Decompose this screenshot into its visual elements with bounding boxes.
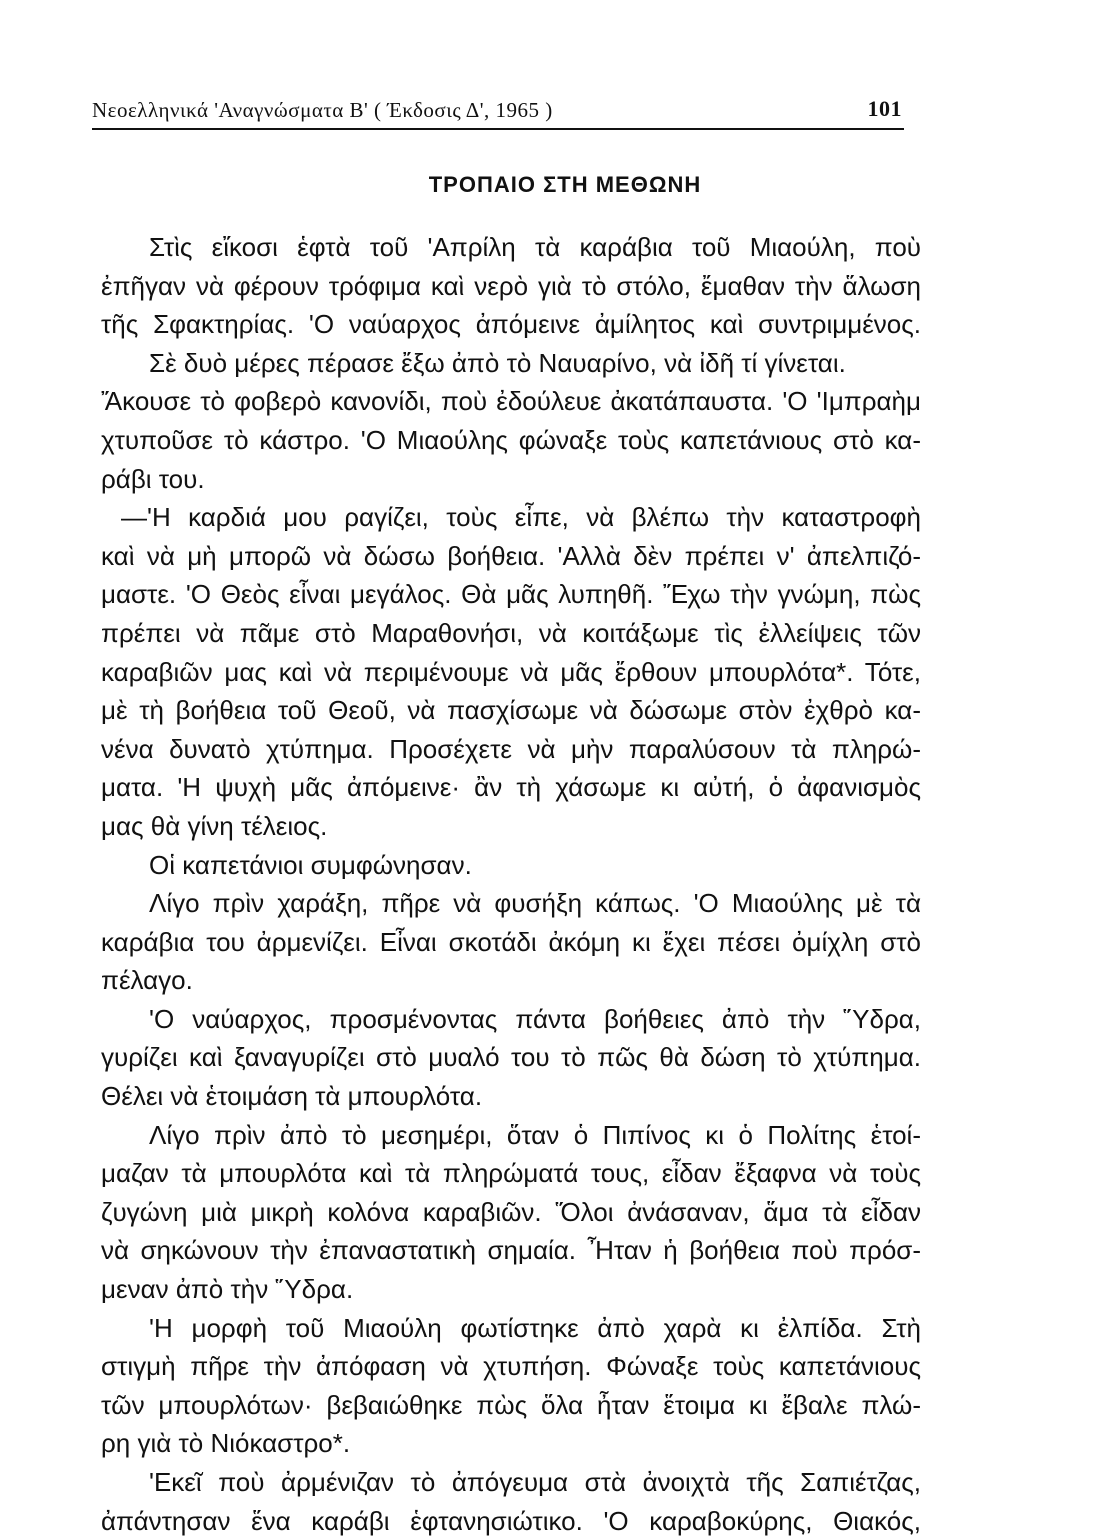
text-line: καραβιῶν μας καὶ νὰ περιμένουμε νὰ μᾶς ἔρθουν μπουρλότα*. Τότε,: [101, 656, 921, 687]
text-line: Ἄκουσε τὸ φοβερὸ κανονίδι, ποὺ ἐδούλευε ἀκατάπαυστα. 'Ο 'Ιμπραὴμ: [101, 386, 921, 417]
text-line: μαζαν τὰ μπουρλότα καὶ τὰ πληρώματά τους, εἶδαν ἔξαφνα νὰ τοὺς: [101, 1158, 921, 1189]
page-number: 101: [867, 96, 902, 121]
text-line: μεναν ἀπὸ τὴν Ὕδρα.: [101, 1274, 354, 1305]
header-rule: [92, 128, 904, 130]
text-line: ράβι του.: [101, 463, 205, 494]
text-line: ἐπῆγαν νὰ φέρουν τρόφιμα καὶ νερὸ γιὰ τὸ στόλο, ἔμαθαν τὴν ἅλωση: [101, 270, 921, 301]
text-line: καὶ νὰ μὴ μπορῶ νὰ δώσω βοήθεια. 'Αλλὰ δὲν πρέπει ν' ἀπελπιζό-: [101, 540, 921, 571]
text-line: νὰ σηκώνουν τὴν ἐπαναστατικὴ σημαία. Ἦταν ἡ βοήθεια ποὺ πρόσ-: [101, 1235, 921, 1266]
text-line: Σὲ δυὸ μέρες πέρασε ἔξω ἀπὸ τὸ Ναυαρίνο, νὰ ἰδῆ τί γίνεται.: [149, 347, 846, 378]
text-line: ζυγώνη μιὰ μικρὴ κολόνα καραβιῶν. Ὅλοι ἀνάσαναν, ἅμα τὰ εἶδαν: [101, 1196, 921, 1227]
text-line: στιγμὴ πῆρε τὴν ἀπόφαση νὰ χτυπήση. Φώναξε τοὺς καπετάνιους: [101, 1351, 921, 1382]
text-line: ἀπάντησαν ἕνα καράβι ἑφτανησιώτικο. 'Ο καραβοκύρης, Θιακός,: [101, 1505, 921, 1536]
article-title: ΤΡΟΠΑΙΟ ΣΤΗ ΜΕΘΩΝΗ: [428, 172, 702, 197]
text-line: τῶν μπουρλότων· βεβαιώθηκε πὼς ὅλα ἦταν ἕτοιμα κι ἔβαλε πλώ-: [101, 1389, 921, 1420]
book-title: Νεοελληνικά 'Αναγνώσματα Β' ( Έκδοσις Δ', 1965 ): [92, 98, 553, 122]
text-line: 'Ο ναύαρχος, προσμένοντας πάντα βοήθειες ἀπὸ τὴν Ὕδρα,: [149, 1003, 921, 1034]
text-line: μὲ τὴ βοήθεια τοῦ Θεοῦ, νὰ πασχίσωμε νὰ δώσωμε στὸν ἐχθρὸ κα-: [101, 695, 921, 726]
text-line: Οἱ καπετάνιοι συμφώνησαν.: [149, 849, 472, 880]
text-line: 'Εκεῖ ποὺ ἀρμένιζαν τὸ ἀπόγευμα στὰ ἀνοιχτὰ τῆς Σαπιέτζας,: [149, 1467, 921, 1497]
text-line: πέλαγο.: [101, 965, 193, 996]
text-line: νένα δυνατὸ χτύπημα. Προσέχετε νὰ μὴν παραλύσουν τὰ πληρώ-: [101, 733, 921, 764]
text-line: ρη γιὰ τὸ Νιόκαστρο*.: [101, 1428, 351, 1459]
text-line: γυρίζει καὶ ξαναγυρίζει στὸ μυαλό του τὸ πῶς θὰ δώση τὸ χτύπημα.: [101, 1042, 921, 1073]
article-body: [101, 228, 921, 1540]
text-line: ματα. 'Η ψυχὴ μᾶς ἀπόμεινε· ἂν τὴ χάσωμε κι αὐτή, ὁ ἀφανισμὸς: [101, 772, 921, 803]
text-line: μας θὰ γίνη τέλειος.: [101, 810, 328, 841]
text-line: χτυποῦσε τὸ κάστρο. 'Ο Μιαούλης φώναξε τοὺς καπετάνιους στὸ κα-: [101, 424, 921, 455]
text-line: καράβια του ἀρμενίζει. Εἶναι σκοτάδι ἀκόμη κι ἔχει πέσει ὀμίχλη στὸ: [101, 926, 921, 957]
text-line: μαστε. 'Ο Θεὸς εἶναι μεγάλος. Θὰ μᾶς λυπηθῆ. Ἔχω τὴν γνώμη, πὼς: [101, 579, 921, 610]
text-line: —'Η καρδιά μου ραγίζει, τοὺς εἶπε, νὰ βλέπω τὴν καταστροφὴ: [121, 502, 921, 533]
text-line: πρέπει νὰ πᾶμε στὸ Μαραθονήσι, νὰ κοιτάξωμε τὶς ἐλλείψεις τῶν: [101, 617, 921, 648]
text-line: Λίγο πρὶν ἀπὸ τὸ μεσημέρι, ὅταν ὁ Πιπίνος κι ὁ Πολίτης ἑτοί-: [149, 1119, 921, 1150]
text-line: τῆς Σφακτηρίας. 'Ο ναύαρχος ἀπόμεινε ἀμίλητος καὶ συντριμμένος.: [101, 309, 921, 340]
text-line: Θέλει νὰ ἑτοιμάση τὰ μπουρλότα.: [101, 1081, 483, 1112]
text-line: 'Η μορφὴ τοῦ Μιαούλη φωτίστηκε ἀπὸ χαρὰ κι ἐλπίδα. Στὴ: [149, 1312, 921, 1343]
text-line: Λίγο πρὶν χαράξη, πῆρε νὰ φυσήξη κάπως. 'Ο Μιαούλης μὲ τὰ: [149, 888, 921, 919]
text-line: Στὶς εἴκοσι ἑφτὰ τοῦ 'Απρίλη τὰ καράβια τοῦ Μιαούλη, ποὺ: [149, 232, 921, 262]
running-head: [92, 92, 904, 128]
